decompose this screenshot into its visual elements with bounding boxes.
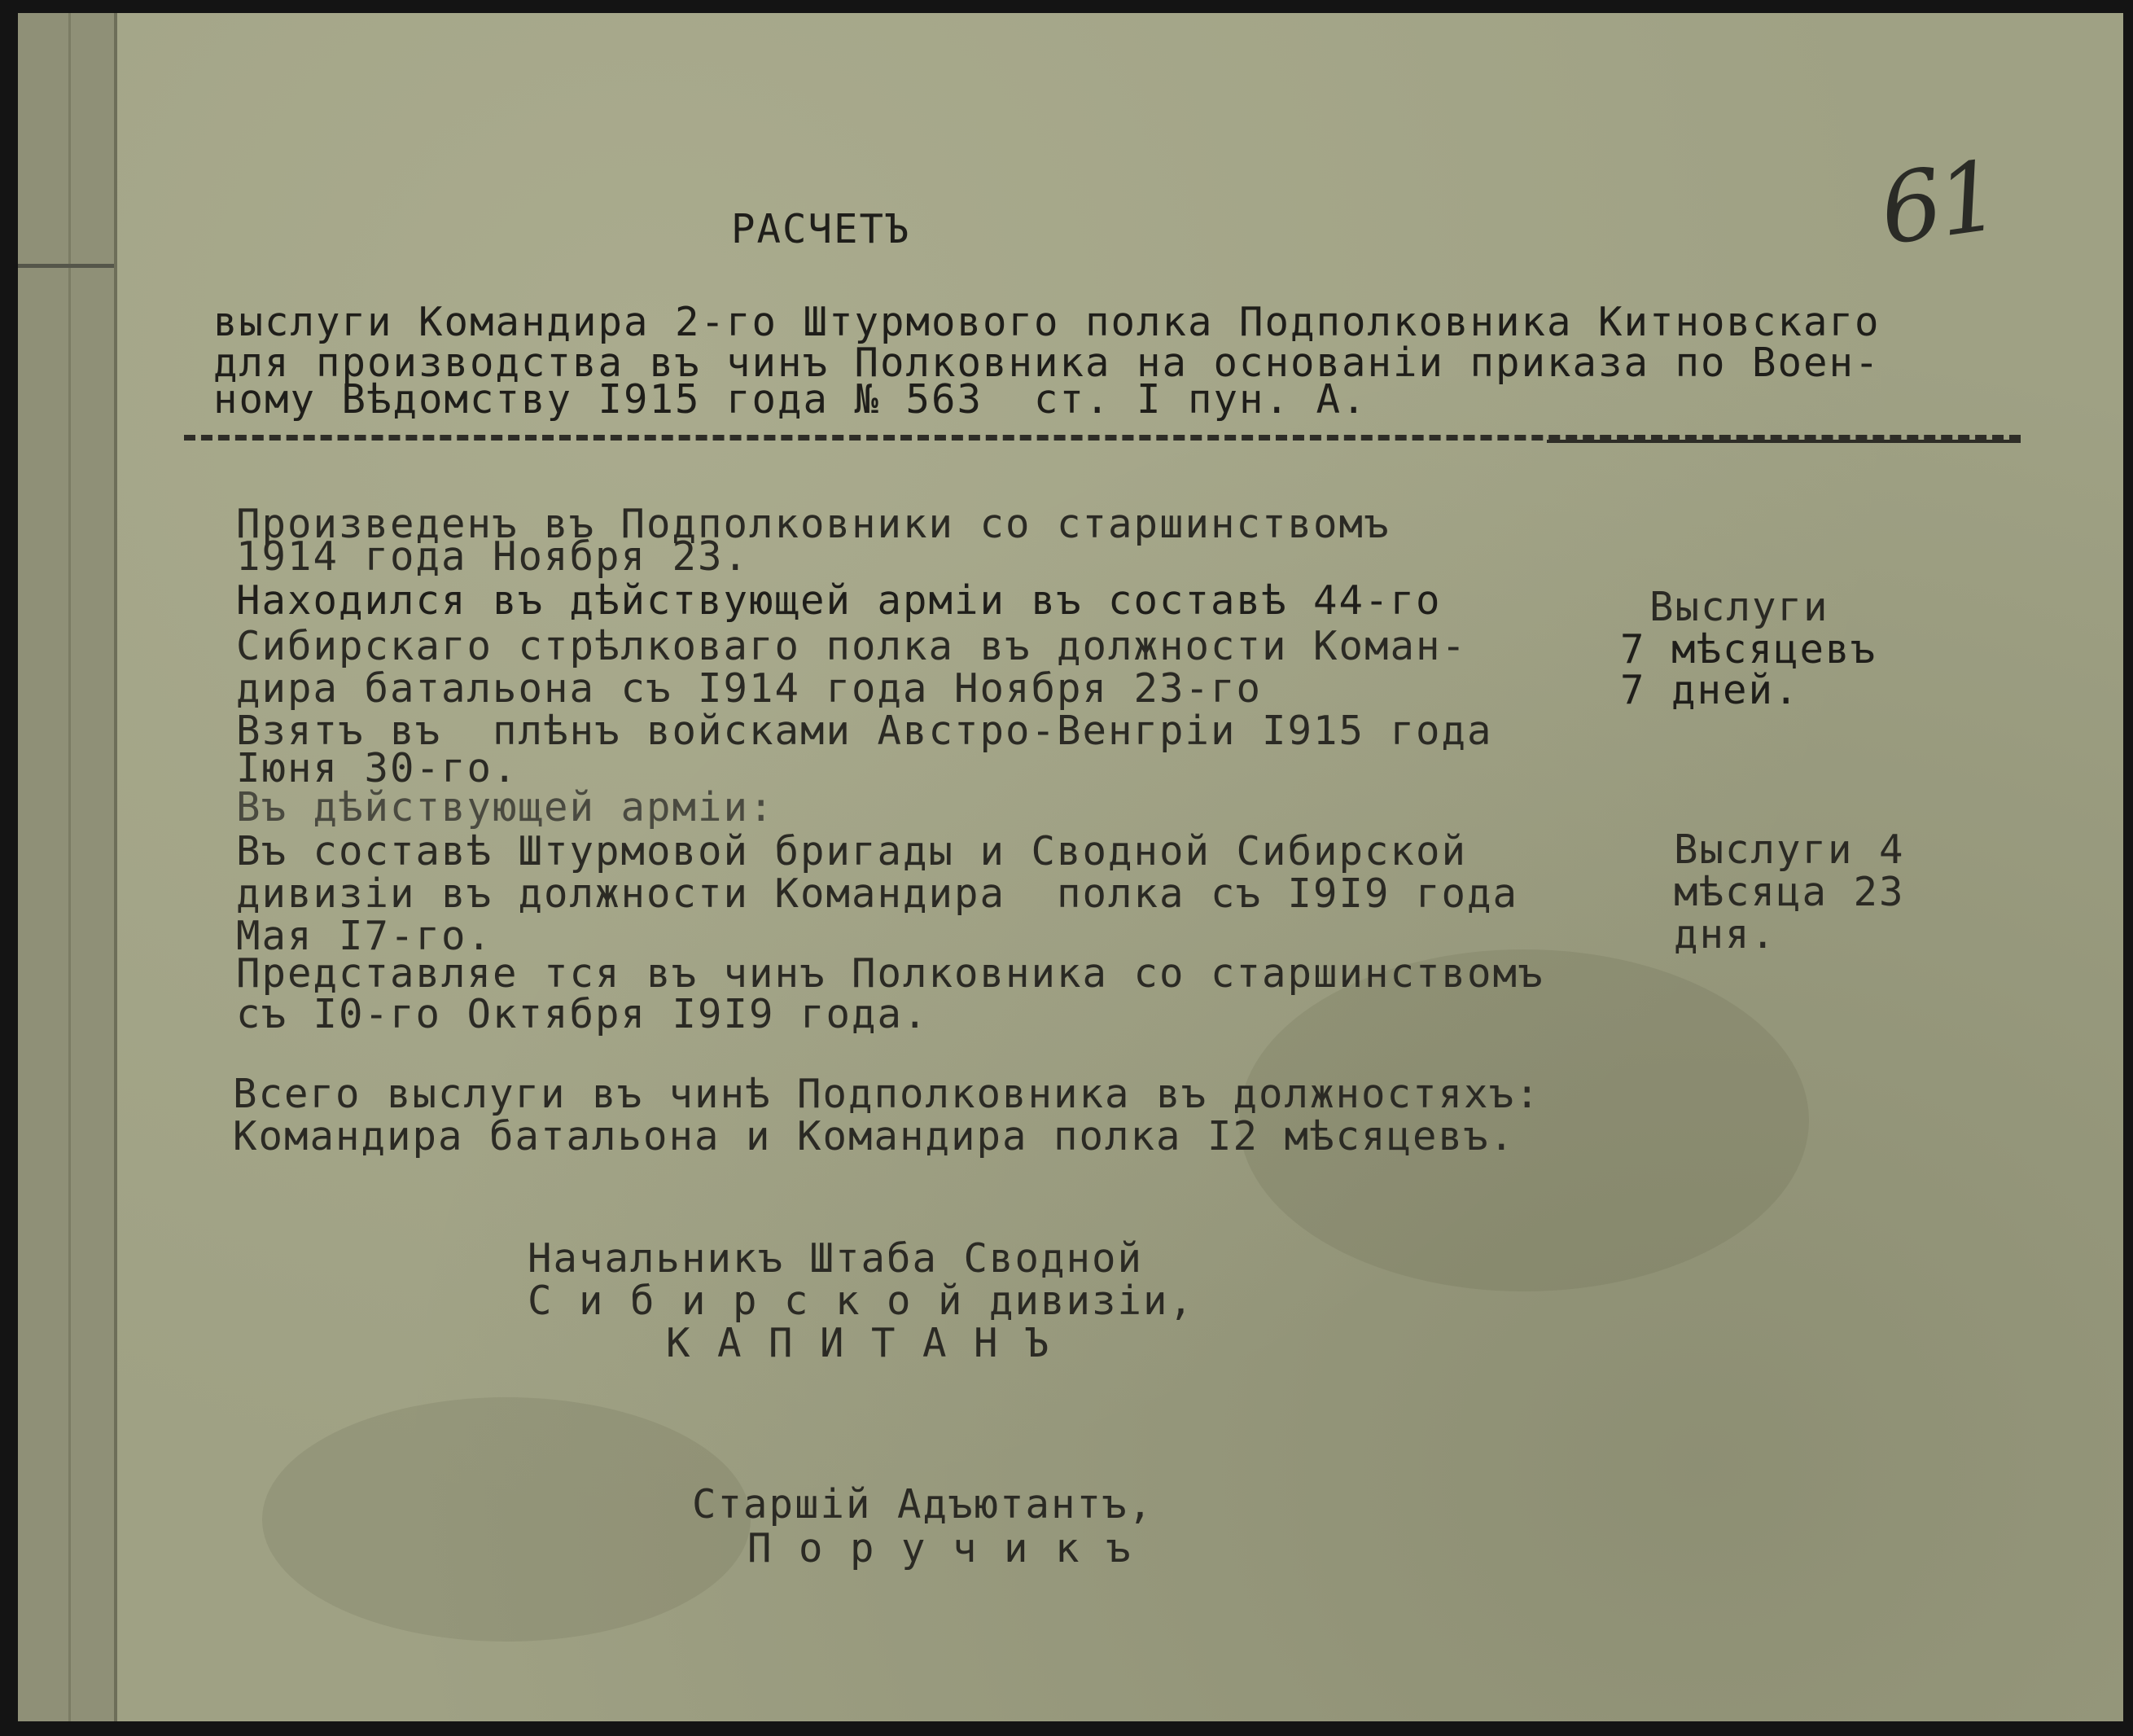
header-line: ному Вѣдомству I915 года № 563 ст. I пун. А. — [213, 376, 1368, 423]
body-line: 1914 года Ноября 23. — [236, 533, 750, 580]
handwritten-folio-number: 61 — [1873, 138, 2004, 267]
service-period-months: 7 мѣсяцевъ — [1620, 626, 1877, 673]
service-period-label: Выслуги — [1649, 584, 1829, 630]
signature-adjutant-line: Старшiй Адъютантъ, — [692, 1481, 1154, 1528]
body-line: Произведенъ въ Подполковники со старшинствомъ — [236, 501, 1391, 547]
binding-notch — [18, 264, 114, 268]
total-service-line: Всего выслуги въ чинѣ Подполковника въ должностяхъ: — [233, 1071, 1541, 1117]
body-line: Въ составѣ Штурмовой бригады и Сводной Сибирской — [236, 828, 1468, 875]
body-line: Представляе тся въ чинъ Полковника со старшинствомъ — [236, 950, 1544, 997]
service-period-label: Выслуги 4 — [1674, 826, 1905, 873]
header-line: выслуги Командира 2-го Штурмового полка Подполковника Китновскаго — [213, 299, 1881, 345]
body-line: Iюня 30-го. — [236, 745, 519, 791]
divider-underline — [1547, 440, 2021, 443]
body-line: съ I0-го Октября I9I9 года. — [236, 991, 929, 1037]
body-line: Въ дѣйствующей армiи: — [236, 784, 775, 831]
binding-crease — [68, 13, 71, 1721]
signature-chief-line: С и б и р с к о й дивизiи, — [528, 1278, 1195, 1324]
binding-margin — [18, 13, 117, 1721]
body-line: дира батальона съ I914 года Ноября 23-го — [236, 665, 1263, 712]
signature-chief-line: Начальникъ Штаба Сводной — [528, 1235, 1144, 1282]
body-line: Находился въ дѣйствующей армiи въ составѣ 44-го — [236, 577, 1442, 624]
signature-chief-rank: К А П И Т А Н Ъ — [666, 1320, 1051, 1366]
paper-stain — [262, 1397, 751, 1642]
body-line: Мая I7-го. — [236, 913, 493, 959]
service-period-days: 7 дней. — [1620, 667, 1800, 713]
service-period-days: дня. — [1674, 911, 1777, 958]
document-title: РАСЧЕТЪ — [731, 206, 911, 252]
body-line: Взятъ въ плѣнъ войсками Австро-Венгрiи I915 года — [236, 708, 1493, 754]
total-service-line: Командира батальона и Командира полка I2 мѣсяцевъ. — [233, 1113, 1516, 1160]
header-line: для производства въ чинъ Полковника на основанiи приказа по Воен- — [213, 340, 1881, 386]
signature-adjutant-rank: П о р у ч и к ъ — [747, 1525, 1132, 1572]
service-period-months: мѣсяца 23 — [1674, 869, 1905, 915]
body-line: Сибирскаго стрѣлковаго полка въ должности Коман- — [236, 623, 1468, 669]
body-line: дивизiи въ должности Командира полка съ I9I9 года — [236, 870, 1519, 917]
